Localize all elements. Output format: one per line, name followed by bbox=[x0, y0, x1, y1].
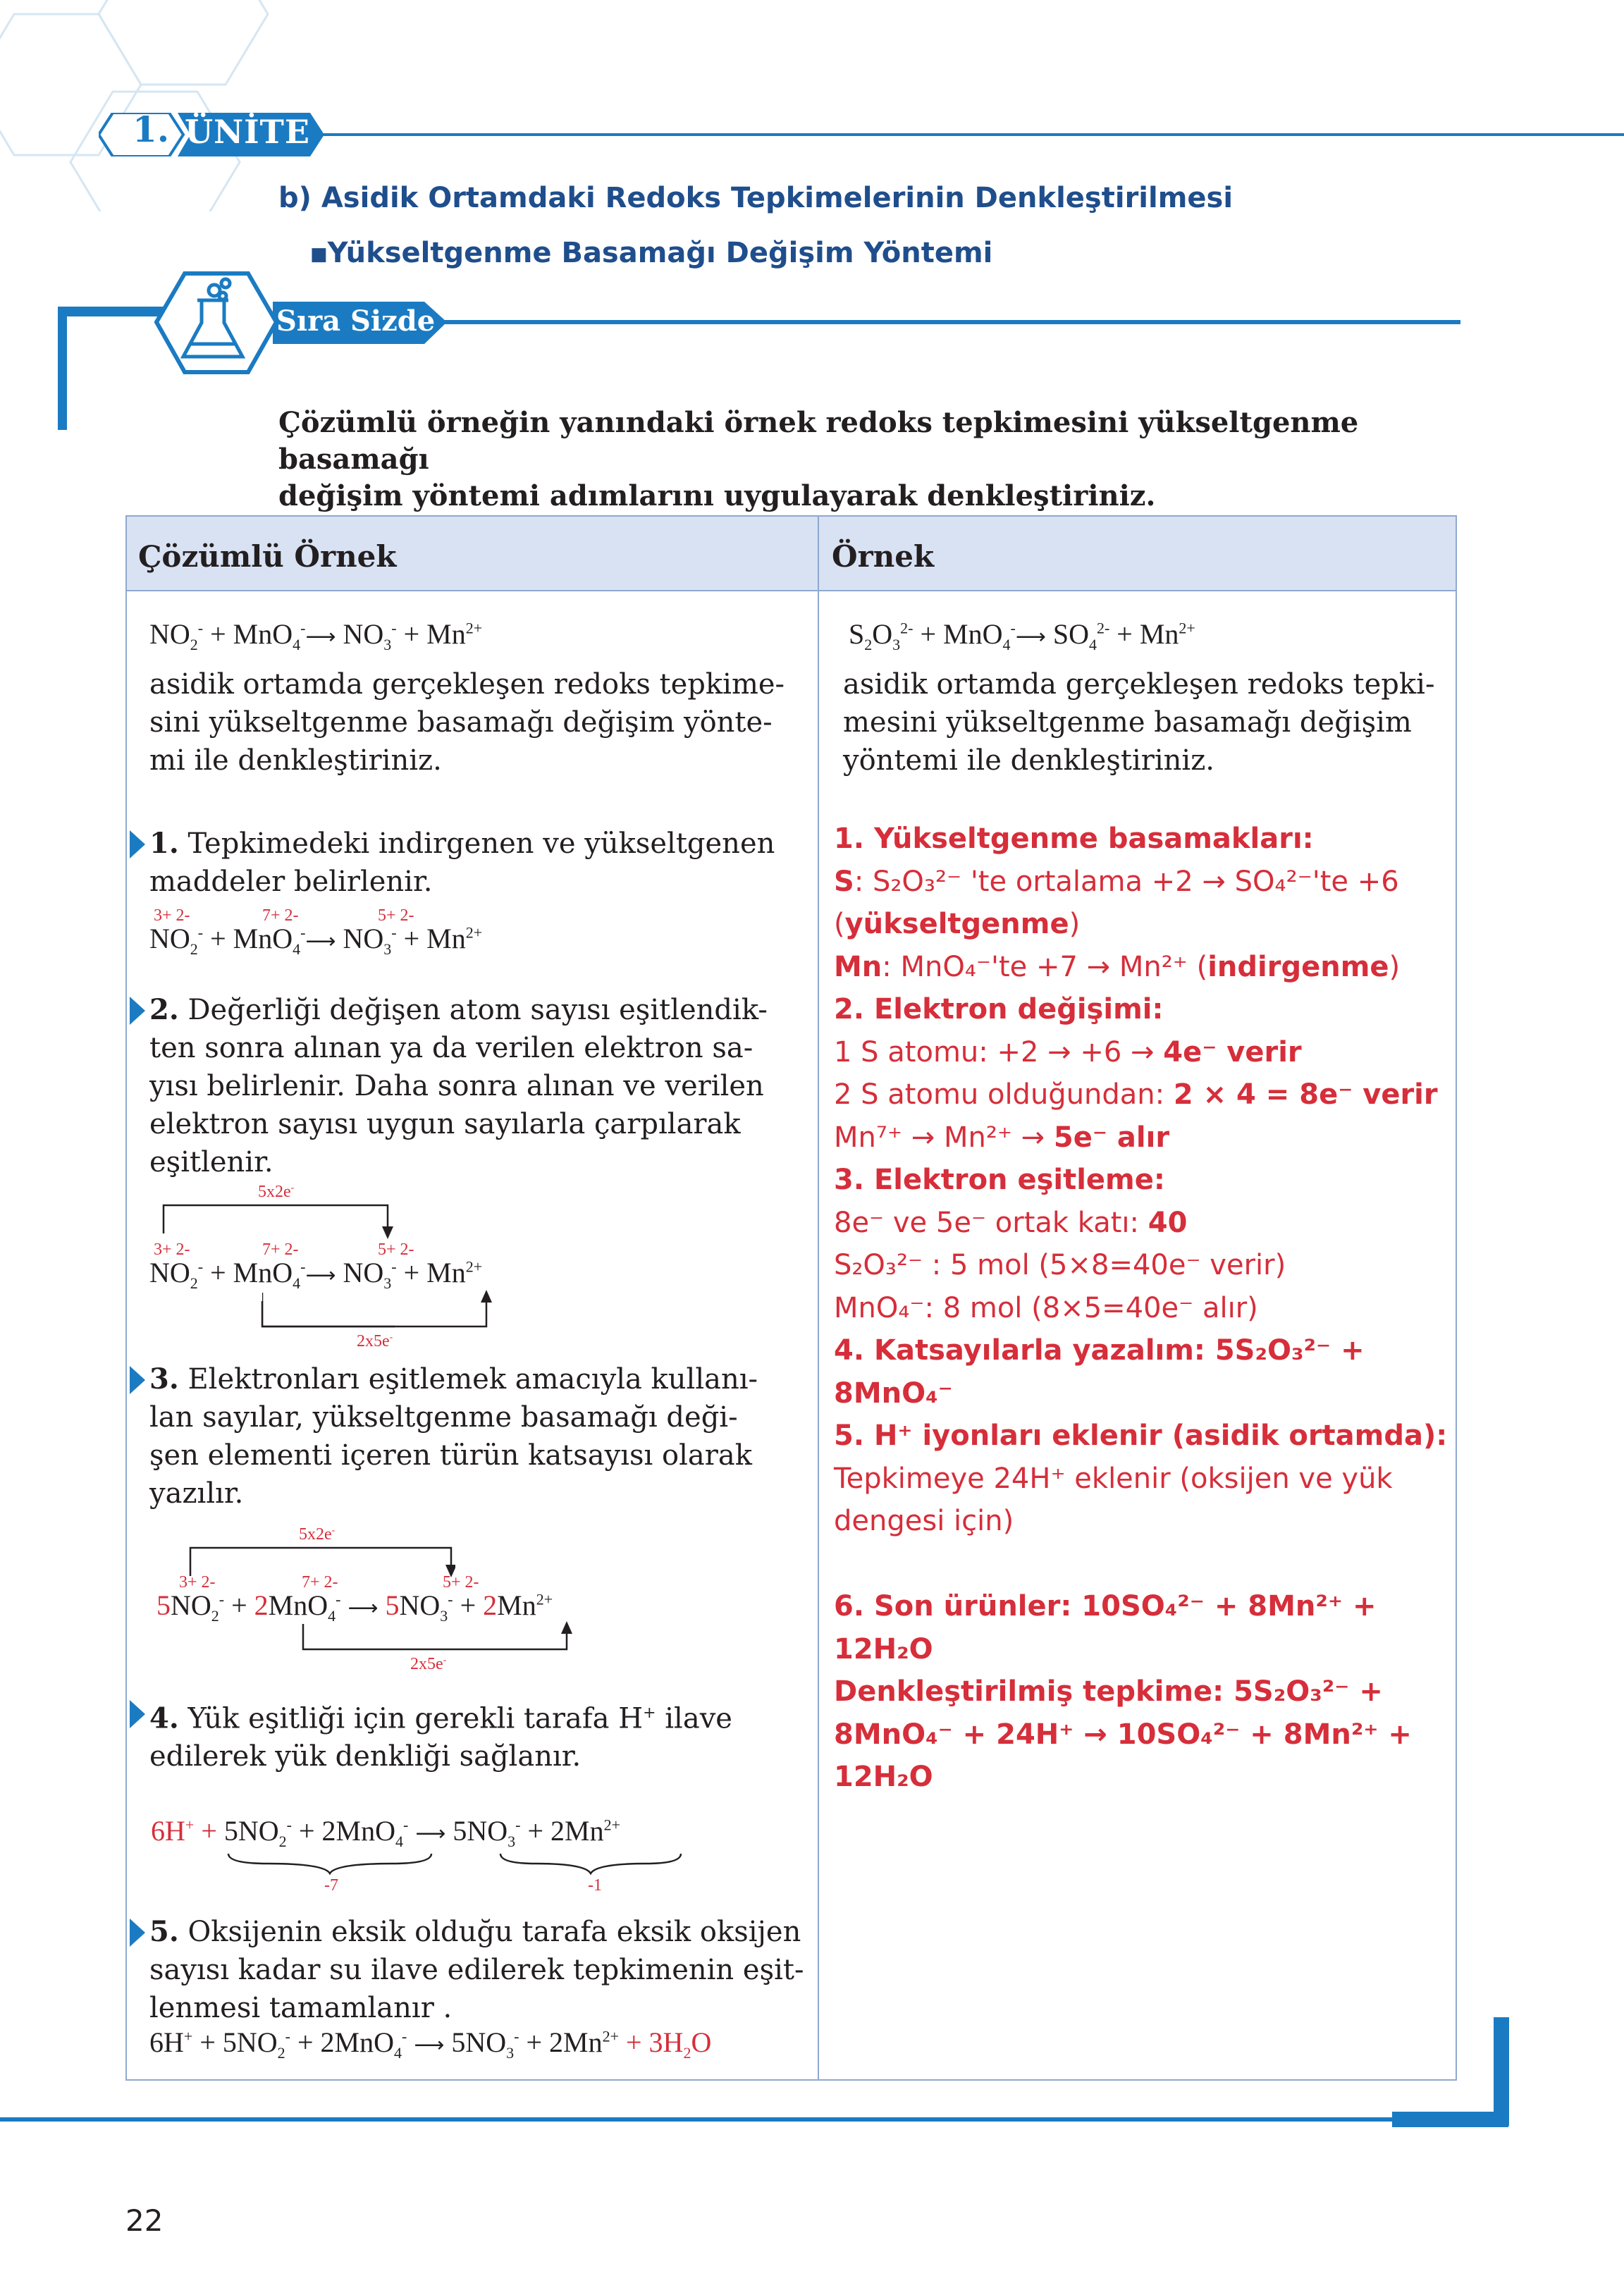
answer-line: 1 S atomu: +2 → +6 → 4e⁻ verir bbox=[834, 1035, 1302, 1069]
answer-line: Mn⁷⁺ → Mn²⁺ → 5e⁻ alır bbox=[834, 1121, 1170, 1154]
charge-braces bbox=[226, 1851, 691, 1879]
answer-line bbox=[834, 1543, 1454, 1586]
answer-line: Tepkimeye 24H⁺ eklenir (oksijen ve yük bbox=[834, 1462, 1393, 1495]
right-intro: asidik ortamda gerçekleşen redoks tepki- mesini yükseltgenme basamağı değişim yöntemi ile denkleştiriniz. bbox=[843, 668, 1435, 777]
step-marker bbox=[130, 1919, 145, 1947]
reaction-example: $S_2O_3^{2-}$ + MnO$_4$-⟶ $SO_4^{2-} + Mn^{2+}$ bbox=[849, 618, 1195, 653]
ox-mn-label: 7+ 2- bbox=[262, 1241, 299, 1259]
step3-text: 3. Elektronları eşitlemek amacıyla kullanı- lan sayılar, yükseltgenme basamağı deği- şen elementi içeren türün katsayısı olarak yazılır. bbox=[149, 1362, 758, 1510]
answer-line: (yükseltgenme) bbox=[834, 908, 1081, 940]
step4-text: 4. Yük eşitliği için gerekli tarafa H+ ilave edilerek yük denkliği sağlanır. bbox=[149, 1701, 732, 1773]
ox-n2-label: 5+ 2- bbox=[378, 1241, 414, 1259]
answer-line: MnO₄⁻: 8 mol (8×5=40e⁻ alır) bbox=[834, 1291, 1258, 1324]
ox-mn-label: 7+ 2- bbox=[302, 1573, 338, 1592]
ox-n-label: 3+ 2- bbox=[179, 1573, 216, 1592]
answer-line: dengesi için) bbox=[834, 1505, 1014, 1537]
step-marker bbox=[130, 997, 145, 1025]
answer-block bbox=[834, 818, 1454, 1799]
answer-line: 8MnO₄⁻ bbox=[834, 1377, 953, 1410]
reaction-step1: $NO_2^-$ + MnO$_4$-⟶ $NO_3^- + Mn^{2+}$ bbox=[149, 923, 483, 958]
ox-mn-label: 7+ 2- bbox=[262, 906, 299, 925]
bottom-bar bbox=[0, 2016, 1624, 2143]
answer-line: S: S₂O₃²⁻ 'te ortalama +2 → SO₄²⁻'te +6 bbox=[834, 865, 1399, 898]
step2-text: 2. Değerliği değişen atom sayısı eşitlendik- ten sonra alınan ya da verilen elektron sa- yısı belirlenir. Daha sonra alınan ve verilen elektron sayısı uygun sayılarla çarpılarak eşitlenir. bbox=[149, 993, 768, 1178]
step5-text: 5. Oksijenin eksik olduğu tarafa eksik oksijen sayısı kadar su ilave edilerek tepkimenin eşit- lenmesi tamamlanır . bbox=[149, 1915, 804, 2024]
answer-line: 2 S atomu olduğundan: 2 × 4 = 8e⁻ verir bbox=[834, 1078, 1438, 1111]
page-number: 22 bbox=[125, 2203, 164, 2238]
unit-label: ÜNİTE bbox=[185, 113, 310, 151]
reaction-step4: $6H^+ + 5NO_2^- + 2MnO_4^-$ ⟶ $5NO_3^- + 2Mn^{2+}$ bbox=[151, 1815, 620, 1850]
flask-icon bbox=[173, 275, 252, 367]
unit-number: 1. bbox=[133, 109, 170, 150]
answer-line: S₂O₃²⁻ : 5 mol (5×8=40e⁻ verir) bbox=[834, 1249, 1286, 1281]
electrons-given: 5x2e- bbox=[258, 1183, 295, 1201]
column-divider bbox=[818, 517, 819, 2079]
answer-line: 4. Katsayılarla yazalım: 5S₂O₃²⁻ + bbox=[834, 1334, 1365, 1367]
ox-n-label: 3+ 2- bbox=[154, 906, 190, 925]
hexagon-decoration bbox=[0, 0, 338, 211]
answer-line: 6. Son ürünler: 10SO₄²⁻ + 8Mn²⁺ + bbox=[834, 1590, 1377, 1623]
col-solved-example: Çözümlü Örnek bbox=[138, 539, 397, 574]
section-title: b) Asidik Ortamdaki Redoks Tepkimelerinin Denkleştirilmesi bbox=[278, 182, 1234, 214]
sira-sizde-label: Sıra Sizde bbox=[276, 304, 436, 338]
ox-n-label: 3+ 2- bbox=[154, 1241, 190, 1259]
answer-line: 8e⁻ ve 5e⁻ ortak katı: 40 bbox=[834, 1206, 1188, 1239]
ox-n2-label: 5+ 2- bbox=[443, 1573, 479, 1592]
answer-line: 8MnO₄⁻ + 24H⁺ → 10SO₄²⁻ + 8Mn²⁺ + bbox=[834, 1718, 1412, 1751]
answer-line: 3. Elektron eşitleme: bbox=[834, 1164, 1165, 1196]
reaction-step5: $6H^+ + 5NO_2^- + 2MnO_4^-$ ⟶ $5NO_3^- + 2Mn^{2+} + 3H_2O$ bbox=[149, 2026, 712, 2062]
subsection-title: ■Yükseltgenme Basamağı Değişim Yöntemi bbox=[310, 237, 993, 269]
answer-line: Mn: MnO₄⁻'te +7 → Mn²⁺ (indirgenme) bbox=[834, 950, 1401, 983]
charge-left: -7 bbox=[324, 1876, 338, 1895]
electrons-taken: 2x5e- bbox=[357, 1332, 393, 1350]
answer-line: 12H₂O bbox=[834, 1761, 933, 1793]
ox-n2-label: 5+ 2- bbox=[378, 906, 414, 925]
electrons-given: 5x2e- bbox=[299, 1525, 336, 1544]
answer-line: 1. Yükseltgenme basamakları: bbox=[834, 823, 1314, 855]
col-example: Örnek bbox=[832, 539, 935, 574]
reaction-given: $NO_2^-$ + MnO$_4$-⟶ $NO_3^- + Mn^{2+}$ bbox=[149, 618, 483, 653]
charge-right: -1 bbox=[588, 1876, 602, 1895]
reaction-step2: $NO_2^-$ + MnO$_4$-⟶ $NO_3^- + Mn^{2+}$ bbox=[149, 1257, 483, 1292]
answer-line: Denkleştirilmiş tepkime: 5S₂O₃²⁻ + bbox=[834, 1675, 1383, 1708]
unit-banner bbox=[99, 113, 1624, 156]
instruction: Çözümlü örneğin yanındaki örnek redoks tepkimesini yükseltgenme basamağı değişim yöntemi adımlarını uygulayarak denkleştiriniz. bbox=[278, 406, 1359, 512]
reaction-step3: $5NO_2^- + 2MnO_4^-$ ⟶ $5NO_3^- + 2Mn^{2+}$ bbox=[156, 1589, 553, 1625]
electrons-taken: 2x5e- bbox=[410, 1655, 447, 1673]
electron-arrow-bottom bbox=[262, 1290, 495, 1332]
answer-line: 12H₂O bbox=[834, 1632, 933, 1666]
left-intro: asidik ortamda gerçekleşen redoks tepkime- sini yükseltgenme basamağı değişim yönte- mi ile denkleştiriniz. bbox=[149, 668, 785, 777]
answer-line: 5. H⁺ iyonları eklenir (asidik ortamda): bbox=[834, 1420, 1448, 1452]
step-marker bbox=[130, 1366, 145, 1394]
step1-text: 1. Tepkimedeki indirgenen ve yükseltgenen maddeler belirlenir. bbox=[149, 827, 775, 898]
answer-line: 2. Elektron değişimi: bbox=[834, 993, 1164, 1026]
step-marker bbox=[130, 830, 145, 858]
step-marker bbox=[130, 1700, 145, 1728]
